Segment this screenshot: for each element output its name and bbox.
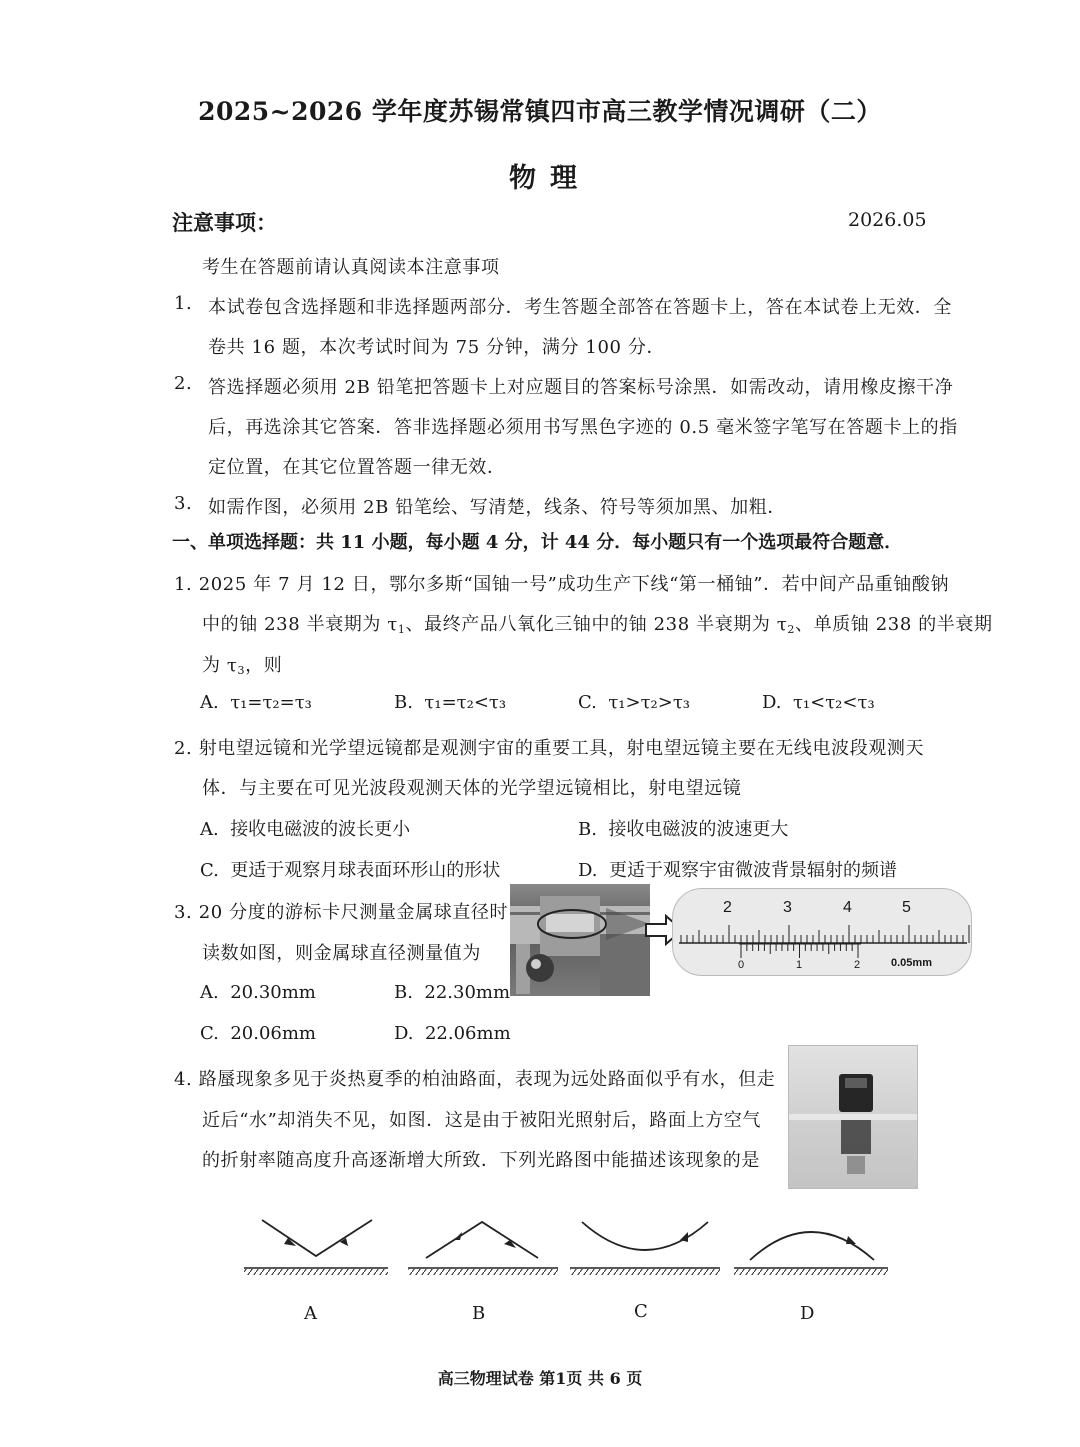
q3-option-b: B. 22.30mm — [394, 982, 511, 1003]
q2-line-2: 体．与主要在可见光波段观测天体的光学望远镜相比，射电望远镜 — [202, 778, 742, 799]
exam-date: 2026.05 — [848, 209, 927, 231]
q2-option-a: A. 接收电磁波的波长更小 — [200, 819, 411, 840]
q4-line-3: 的折射率随高度升高逐渐增大所致．下列光路图中能描述该现象的是 — [202, 1150, 760, 1171]
q2-option-c: C. 更适于观察月球表面环形山的形状 — [200, 860, 501, 881]
q4-line-1: 4. 路蜃现象多见于炎热夏季的柏油路面，表现为远处路面似乎有水，但走 — [174, 1069, 776, 1090]
main-scale-label: 2 — [723, 899, 732, 916]
vernier-label: 1 — [796, 959, 803, 971]
q1-option-a: A. τ₁=τ₂=τ₃ — [200, 692, 312, 713]
q1-line-3: 为 $\tau_3$，则 — [202, 655, 283, 677]
diagram-a — [244, 1220, 388, 1275]
q3-line-2: 读数如图，则金属球直径测量值为 — [202, 943, 481, 964]
q2-line-1: 2. 射电望远镜和光学望远镜都是观测宇宙的重要工具，射电望远镜主要在无线电波段观测天 — [174, 738, 925, 759]
diagram-b — [408, 1222, 558, 1275]
q1-option-c: C. τ₁>τ₂>τ₃ — [578, 692, 690, 713]
vernier-scale-figure — [672, 888, 972, 976]
q3-option-a: A. 20.30mm — [200, 982, 316, 1003]
note-1-line-1: 本试卷包含选择题和非选择题两部分．考生答题全部答在答题卡上，答在本试卷上无效．全 — [208, 297, 952, 318]
note-2-line-1: 答选择题必须用 2B 铅笔把答题卡上对应题目的答案标号涂黑．如需改动，请用橡皮擦干净 — [208, 377, 954, 398]
section-1-heading: 一、单项选择题：共 11 小题，每小题 4 分，计 44 分．每小题只有一个选项最符合题意． — [172, 532, 903, 553]
vernier-label: 2 — [854, 959, 861, 971]
notes-heading: 注意事项： — [172, 210, 277, 235]
note-2-num: 2. — [174, 373, 193, 394]
q3-line-1: 3. 20 分度的游标卡尺测量金属球直径时 — [174, 902, 509, 923]
main-scale-label: 4 — [843, 899, 852, 916]
note-2-line-2: 后，再选涂其它答案．答非选择题必须用书写黑色字迹的 0.5 毫米签字笔写在答题卡上的指 — [208, 417, 958, 438]
main-scale-label: 5 — [902, 899, 911, 916]
q2-option-b: B. 接收电磁波的波速更大 — [578, 819, 789, 840]
q1-option-b: B. τ₁=τ₂<τ₃ — [394, 692, 507, 713]
note-2-line-3: 定位置，在其它位置答题一律无效． — [208, 457, 506, 478]
mirage-photo — [788, 1045, 918, 1189]
note-3-line-1: 如需作图，必须用 2B 铅笔绘、写清楚，线条、符号等须加黑、加粗． — [208, 497, 786, 518]
diagram-label-b: B — [472, 1303, 486, 1324]
vernier-precision-label: 0.05mm — [891, 957, 932, 969]
caliper-photo — [510, 884, 650, 996]
light-path-diagrams — [238, 1208, 898, 1284]
note-1-num: 1. — [174, 293, 193, 314]
q3-option-d: D. 22.06mm — [394, 1023, 511, 1044]
note-1-line-2: 卷共 16 题，本次考试时间为 75 分钟，满分 100 分． — [208, 337, 666, 358]
notes-intro: 考生在答题前请认真阅读本注意事项 — [202, 257, 500, 278]
diagram-d — [734, 1232, 888, 1275]
diagram-label-a: A — [304, 1303, 317, 1324]
q1-option-d: D. τ₁<τ₂<τ₃ — [762, 692, 875, 713]
q3-option-c: C. 20.06mm — [200, 1023, 316, 1044]
exam-title: 2025~2026 学年度苏锡常镇四市高三教学情况调研（二） — [198, 97, 882, 126]
subject-title: 物理 — [509, 163, 591, 194]
diagram-label-d: D — [800, 1303, 815, 1324]
page-footer: 高三物理试卷 第1页 共 6 页 — [437, 1369, 643, 1388]
q1-line-1: 1. 2025 年 7 月 12 日，鄂尔多斯“国铀一号”成功生产下线“第一桶铀”．若中间产品重铀酸钠 — [174, 574, 950, 595]
main-scale-label: 3 — [783, 899, 792, 916]
vernier-label: 0 — [738, 959, 745, 971]
q4-line-2: 近后“水”却消失不见，如图．这是由于被阳光照射后，路面上方空气 — [202, 1110, 762, 1131]
diagram-c — [570, 1222, 720, 1275]
q2-option-d: D. 更适于观察宇宙微波背景辐射的频谱 — [578, 860, 897, 881]
note-3-num: 3. — [174, 493, 193, 514]
q1-line-2: 中的铀 238 半衰期为 $\tau_1$、最终产品八氧化三铀中的铀 238 半衰期为 $\tau_2$、单质铀 238 的半衰期 — [202, 614, 993, 636]
diagram-label-c: C — [634, 1301, 648, 1322]
